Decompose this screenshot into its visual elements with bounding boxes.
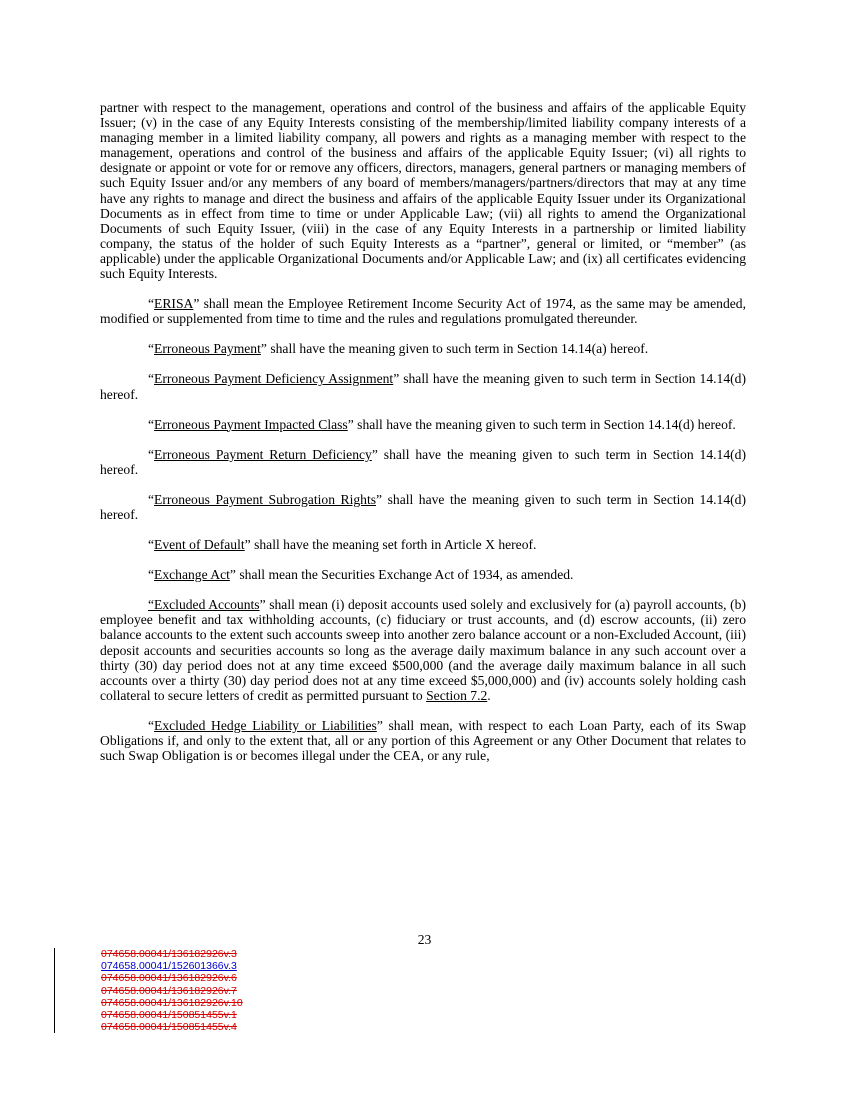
open-quote: “ (148, 717, 155, 733)
defined-term: “Excluded Accounts (148, 597, 260, 613)
page-number: 23 (417, 932, 432, 947)
open-quote: “ (148, 416, 155, 432)
definition-text: shall mean the Securities Exchange Act of 1934, as amended. (235, 567, 574, 583)
definition-text: shall have the meaning given to such term in Section 14.14(d) hereof. (353, 416, 736, 432)
defined-term: Event of Default (154, 537, 245, 553)
definition-text: shall have the meaning given to such term in Section 14.14(d) hereof. (100, 446, 746, 477)
document-id-deleted: 074658.00041/136182926v.10 (101, 996, 243, 1009)
definition-paragraph (100, 341, 746, 356)
document-body (100, 100, 746, 778)
open-quote: “ (148, 446, 155, 462)
open-quote: “ (148, 341, 155, 357)
definition-text: ” shall mean, with respect to each Loan Party, each of its Swap Obligations if, and only to the extent that, all or any portion of this Agreement or any Other Document that relates to such Swap Obligation is or becomes illegal under the CEA, or any rule, (100, 717, 746, 764)
close-quote: ” (193, 296, 200, 312)
close-quote: ” (229, 567, 236, 583)
document-id-deleted: 074658.00041/136182926v.7 (101, 984, 237, 997)
close-quote: ” (260, 341, 267, 357)
defined-term: Excluded Hedge Liability or Liabilities (154, 717, 377, 733)
defined-term: Erroneous Payment Deficiency Assignment (154, 371, 394, 387)
defined-term: Erroneous Payment (154, 341, 261, 357)
definition-text: shall mean the Employee Retirement Income Security Act of 1974, as the same may be amended, modified or supplemented from time to time and the rules and regulations promulgated thereunder. (100, 296, 746, 327)
close-quote: ” (244, 537, 251, 553)
definition-paragraph (100, 417, 746, 432)
definition-paragraph (100, 296, 746, 326)
definition-paragraph (100, 371, 746, 401)
open-quote: “ (148, 296, 155, 312)
open-quote: “ (148, 371, 155, 387)
open-quote: “ (148, 567, 155, 583)
close-quote: ” (347, 416, 354, 432)
close-quote: ” (371, 446, 378, 462)
close-quote: ” (376, 491, 383, 507)
document-id-deleted: 074658.00041/150851455v.4 (101, 1021, 237, 1034)
definition-text: shall have the meaning given to such term in Section 14.14(a) hereof. (266, 341, 649, 357)
definition-text: ” shall mean (i) deposit accounts used solely and exclusively for (a) payroll accounts, (b) employee benefit and tax withholding accounts, (c) fiduciary or trust accounts, and (d) escrow accounts, (ii) zero balance accounts to the extent such accounts sweep into another zero balance account or a non-Excluded Account, (iii) deposit accounts and securities accounts so long as the average daily maximum balance in any such account over a thirty (30) day period does not at any time exceed $500,000 (and the average daily maximum balance in all such accounts over a thirty (30) day period does not at any time exceed $5,000,000) and (iv) accounts solely holding cash collateral to secure letters of credit as permitted pursuant to (100, 597, 747, 703)
definition-text: shall have the meaning given to such term in Section 14.14(d) hereof. (100, 371, 746, 402)
defined-term: Exchange Act (154, 567, 230, 583)
defined-term: ERISA (154, 296, 194, 312)
definition-paragraph (100, 567, 746, 582)
definition-paragraph (100, 447, 746, 477)
defined-term: Erroneous Payment Subrogation Rights (154, 491, 377, 507)
document-id-deleted: 074658.00041/150851455v.1 (101, 1009, 237, 1022)
intro-paragraph: partner with respect to the management, operations and control of the business and affairs of the applicable Equity Issuer; (v) in the case of any Equity Interests consisting of the membership/limited liability company interests of a managing member in a limited liability company, all powers and rights as a managing member with respect to the management, operations and control of the business and affairs of the applicable Equity Issuer; (vi) all rights to designate or appoint or vote for or remove any officers, directors, managers, general partners or managing members of such Equity Issuer and/or any members of any board of members/managers/partners/directors that may at any time have any rights to manage and direct the business and affairs of the applicable Equity Issuer under its Organizational Documents as in effect from time to time or under Applicable Law; (vii) all rights to amend the Organizational Documents of such Equity Issuer, (viii) in the case of any Equity Interests in a partnership or limited liability company, the status of the holder of such Equity Interests as a “partner”, general or limited, or “member” (as applicable) under the applicable Organizational Documents and/or Applicable Law; and (ix) all certificates evidencing such Equity Interests. (100, 100, 746, 282)
section-reference: Section 7.2 (426, 687, 488, 703)
open-quote: “ (148, 537, 155, 553)
definition-paragraph (100, 537, 746, 552)
defined-term: Erroneous Payment Return Deficiency (154, 446, 372, 462)
document-id-deleted: 074658.00041/136182926v.3 (101, 948, 237, 960)
defined-term: Erroneous Payment Impacted Class (154, 416, 348, 432)
close-quote: ” (393, 371, 400, 387)
open-quote: “ (148, 491, 155, 507)
definition-text: shall have the meaning given to such term in Section 14.14(d) hereof. (100, 491, 746, 522)
definition-excluded-hedge (100, 718, 746, 763)
definitions-list (100, 296, 746, 582)
sentence-end: . (487, 687, 491, 703)
definition-excluded-accounts (100, 597, 746, 703)
document-id-list (54, 948, 243, 1033)
document-id-inserted: 074658.00041/152601366v.3 (101, 960, 237, 973)
document-id-deleted: 074658.00041/136182926v.6 (101, 972, 237, 985)
definition-text: shall have the meaning set forth in Article X hereof. (250, 537, 537, 553)
definition-paragraph (100, 492, 746, 522)
